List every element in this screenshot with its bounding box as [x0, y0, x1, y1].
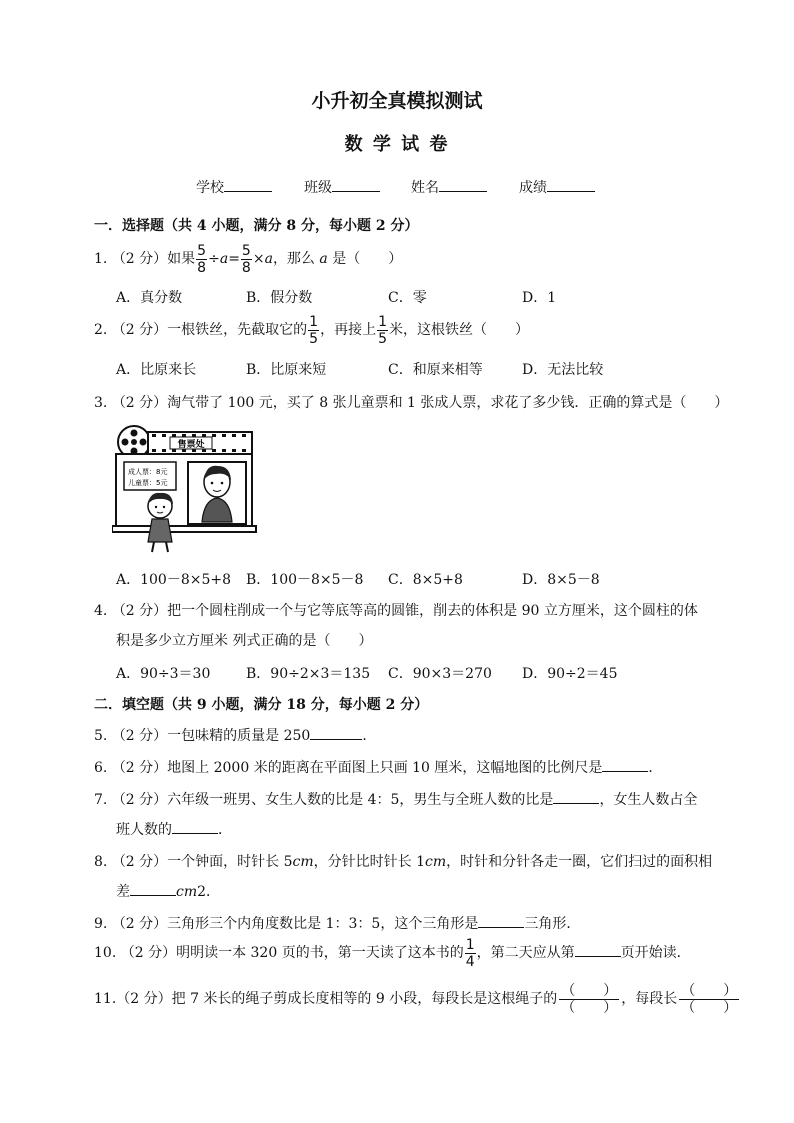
page-title: 小升初全真模拟测试 — [311, 90, 483, 112]
blank-fraction: （ ） （ ） — [681, 982, 738, 1016]
price-adult: 成人票：8元 — [128, 468, 168, 476]
info-school: 学校 — [196, 177, 272, 197]
q3-option-b: B．100－8×5－8 — [246, 572, 364, 588]
q2-option-d: D．无法比较 — [522, 362, 604, 378]
question-9: 9. （2 分）三角形三个内角度数比是 1：3：5，这个三角形是 三角形． — [94, 916, 581, 932]
q3-option-a: A．100－8×5+8 — [116, 572, 232, 588]
q4-option-b: B．90÷2×3＝135 — [246, 666, 371, 682]
question-8-line2: 差 cm2． — [116, 884, 221, 900]
fraction: $\frac{1}{5}$ — [309, 313, 319, 347]
question-7: 7. （2 分）六年级一班男、女生人数的比是 4：5，男生与全班人数的比是 ，女生人数占全 — [94, 792, 698, 808]
q4-option-c: C．90×3＝270 — [388, 666, 492, 682]
question-1: 1. （2 分）如果 $\frac{5}{8}$ ÷a= $\frac{5}{8}$ ×a，那么 a 是（ ） — [94, 242, 403, 276]
booth-sign: 售票处 — [177, 440, 205, 450]
q3-option-d: D．8×5－8 — [522, 572, 600, 588]
info-class: 班级 — [304, 177, 380, 197]
q2-option-a: A．比原来长 — [116, 362, 197, 378]
question-3: 3. （2 分）淘气带了 100 元，买了 8 张儿童票和 1 张成人票，求花了多少钱．正确的算式是（ ） — [94, 395, 729, 411]
blank-fraction: （ ） （ ） — [561, 982, 618, 1016]
answer-blank — [172, 821, 218, 834]
info-name: 姓名 — [411, 177, 487, 197]
question-8: 8. （2 分）一个钟面，时针长 5cm，分针比时针长 1cm，时针和分针各走一圈，它们扫过的面积相 — [94, 854, 713, 870]
answer-blank — [575, 944, 621, 957]
q1-option-c: C．零 — [388, 290, 427, 306]
fraction: $\frac{1}{4}$ — [465, 936, 475, 970]
page-subtitle: 数 学 试 卷 — [344, 134, 450, 155]
fraction: $\frac{5}{8}$ — [197, 242, 207, 276]
fraction: $\frac{1}{5}$ — [378, 313, 388, 347]
answer-blank — [478, 915, 524, 928]
q1-option-d: D．1 — [522, 290, 557, 306]
section1-heading: 一．选择题（共 4 小题，满分 8 分，每小题 2 分） — [94, 218, 419, 234]
q3-option-c: C．8×5+8 — [388, 572, 463, 588]
answer-blank — [310, 727, 362, 740]
question-7-line2: 班人数的 ． — [116, 822, 232, 838]
fraction: $\frac{5}{8}$ — [241, 242, 251, 276]
answer-blank — [553, 791, 599, 804]
ticket-booth-illustration — [112, 422, 260, 554]
question-11: 11.（2 分）把 7 米长的绳子剪成长度相等的 9 小段，每段长是这根绳子的 （ ） （ ） ，每段长 （ ） （ ） — [94, 982, 738, 1016]
question-4: 4. （2 分）把一个圆柱削成一个与它等底等高的圆锥，削去的体积是 90 立方厘米，这个圆柱的体 — [94, 603, 698, 619]
question-10: 10. （2 分）明明读一本 320 页的书，第一天读了这本书的 $\frac{1}{4}$ ，第二天应从第 页开始读． — [94, 936, 691, 970]
q2-option-b: B．比原来短 — [246, 362, 327, 378]
q1-option-b: B．假分数 — [246, 290, 313, 306]
question-5: 5. （2 分）一包味精的质量是 250 ． — [94, 728, 377, 744]
question-6: 6. （2 分）地图上 2000 米的距离在平面图上只画 10 厘米，这幅地图的比例尺是 ． — [94, 760, 663, 776]
question-2: 2. （2 分）一根铁丝，先截取它的 $\frac{1}{5}$ ，再接上 $\frac{1}{5}$ 米，这根铁丝（ ） — [94, 313, 530, 347]
answer-blank — [602, 759, 648, 772]
info-score: 成绩 — [519, 177, 595, 197]
question-4-line2: 积是多少立方厘米 列式正确的是（ ） — [116, 633, 373, 649]
q1-option-a: A．真分数 — [116, 290, 183, 306]
answer-blank — [130, 883, 176, 896]
price-child: 儿童票：5元 — [128, 479, 168, 487]
q4-option-a: A．90÷3＝30 — [116, 666, 211, 682]
q2-option-c: C．和原来相等 — [388, 362, 483, 378]
section2-heading: 二．填空题（共 9 小题，满分 18 分，每小题 2 分） — [94, 697, 429, 713]
q4-option-d: D．90÷2＝45 — [522, 666, 618, 682]
